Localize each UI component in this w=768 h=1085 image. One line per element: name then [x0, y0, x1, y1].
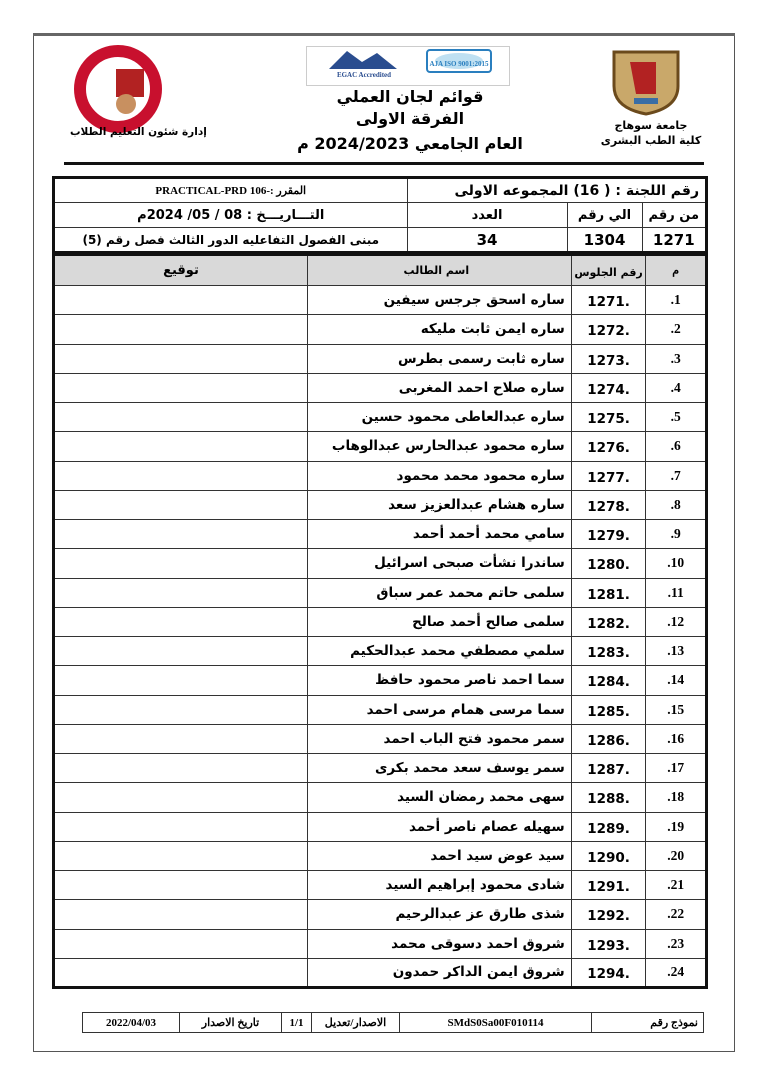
student-name: سمر يوسف سعد محمد بكرى — [307, 754, 571, 783]
table-row — [54, 812, 707, 841]
seat-number: 1287. — [571, 754, 646, 783]
table-row — [54, 607, 707, 636]
student-name: ساره محمود محمد محمود — [307, 461, 571, 490]
table-row — [54, 461, 707, 490]
signature-cell — [54, 724, 308, 753]
signature-cell — [54, 344, 308, 373]
aja-logo-text: AJA ISO 9001:2015 — [429, 60, 489, 68]
table-row — [54, 871, 707, 900]
faculty: كلية الطب البشرى — [600, 134, 702, 147]
student-name: شادى محمود إبراهيم السيد — [307, 871, 571, 900]
col-seat: رقم الجلوس — [571, 255, 646, 286]
seat-number: 1284. — [571, 666, 646, 695]
to-label: الي رقم — [567, 203, 642, 228]
table-row — [54, 373, 707, 402]
signature-cell — [54, 812, 308, 841]
row-number: .12 — [646, 607, 707, 636]
seat-number: 1294. — [571, 958, 646, 987]
seat-number: 1285. — [571, 695, 646, 724]
table-row — [54, 549, 707, 578]
signature-cell — [54, 607, 308, 636]
student-name: ساره عبدالعاطى محمود حسين — [307, 403, 571, 432]
signature-cell — [54, 958, 308, 987]
student-name: سما مرسى همام مرسى احمد — [307, 695, 571, 724]
signature-cell — [54, 549, 308, 578]
student-name: سلمى صالح أحمد صالح — [307, 607, 571, 636]
seat-number: 1279. — [571, 520, 646, 549]
table-row — [54, 520, 707, 549]
signature-cell — [54, 783, 308, 812]
seat-number: 1277. — [571, 461, 646, 490]
count-label: العدد — [407, 203, 567, 228]
row-number: .6 — [646, 432, 707, 461]
signature-cell — [54, 929, 308, 958]
table-row — [54, 958, 707, 987]
table-row — [54, 286, 707, 315]
row-number: .20 — [646, 841, 707, 870]
department: إدارة شئون التعليم الطلاب — [70, 126, 207, 138]
table-row — [54, 900, 707, 929]
level: الفرقة الاولى — [355, 109, 465, 128]
location: مبنى الفصول التفاعليه الدور الثالث فصل رقم (5) — [54, 228, 408, 253]
committee-info-table — [52, 176, 708, 254]
document-title: قوائم لجان العملي — [336, 87, 484, 106]
student-name: ساندرا نشأت صبحى اسرائيل — [307, 549, 571, 578]
issue-date-label: تاريخ الاصدار — [180, 1013, 282, 1033]
exam-date: التـــاريـــخ : 08 / 05/ 2024م — [54, 203, 408, 228]
col-signature: توقيع — [54, 255, 308, 286]
signature-cell — [54, 490, 308, 519]
signature-cell — [54, 432, 308, 461]
university-seal — [606, 46, 686, 116]
seat-number: 1281. — [571, 578, 646, 607]
col-m: م — [646, 255, 707, 286]
table-row — [54, 578, 707, 607]
signature-cell — [54, 403, 308, 432]
student-name: ساره ايمن ثابت مليكه — [307, 315, 571, 344]
table-row — [54, 666, 707, 695]
seat-number: 1275. — [571, 403, 646, 432]
row-number: .23 — [646, 929, 707, 958]
from-label: من رقم — [642, 203, 706, 228]
signature-cell — [54, 461, 308, 490]
student-name: ساره ثابت رسمى بطرس — [307, 344, 571, 373]
table-row — [54, 929, 707, 958]
form-footer — [82, 1012, 704, 1033]
student-name: ساره اسحق جرجس سيفين — [307, 286, 571, 315]
edition-label: الاصدار/تعديل — [312, 1013, 400, 1033]
form-label: نموذج رقم — [592, 1013, 704, 1033]
top-rule — [33, 33, 735, 36]
seat-number: 1272. — [571, 315, 646, 344]
seat-number: 1293. — [571, 929, 646, 958]
signature-cell — [54, 695, 308, 724]
student-name: شروق احمد دسوقى محمد — [307, 929, 571, 958]
row-number: .14 — [646, 666, 707, 695]
row-number: .10 — [646, 549, 707, 578]
student-name: ساره صلاح احمد المغربى — [307, 373, 571, 402]
row-number: .5 — [646, 403, 707, 432]
issue-date-value: 2022/04/03 — [83, 1013, 180, 1033]
from-value: 1271 — [642, 228, 706, 253]
form-code: SMdS0Sa00F010114 — [400, 1013, 592, 1033]
row-number: .3 — [646, 344, 707, 373]
signature-cell — [54, 841, 308, 870]
table-row — [54, 637, 707, 666]
seat-number: 1292. — [571, 900, 646, 929]
seat-number: 1283. — [571, 637, 646, 666]
seat-number: 1278. — [571, 490, 646, 519]
faculty-logo — [70, 44, 170, 134]
row-number: .11 — [646, 578, 707, 607]
row-number: .4 — [646, 373, 707, 402]
table-row — [54, 490, 707, 519]
table-row — [54, 403, 707, 432]
student-name: سمر محمود فتح الباب احمد — [307, 724, 571, 753]
row-number: .21 — [646, 871, 707, 900]
student-name: سلمى حاتم محمد عمر سباق — [307, 578, 571, 607]
edition-value: 1/1 — [282, 1013, 312, 1033]
student-name: سلمي مصطفي محمد عبدالحكيم — [307, 637, 571, 666]
seat-number: 1280. — [571, 549, 646, 578]
row-number: .24 — [646, 958, 707, 987]
student-name: سهيله عصام ناصر أحمد — [307, 812, 571, 841]
student-name: ساره هشام عبدالعزيز سعد — [307, 490, 571, 519]
table-row — [54, 724, 707, 753]
count-value: 34 — [407, 228, 567, 253]
row-number: .13 — [646, 637, 707, 666]
student-name: سما احمد ناصر محمود حافظ — [307, 666, 571, 695]
signature-cell — [54, 637, 308, 666]
signature-cell — [54, 666, 308, 695]
signature-cell — [54, 373, 308, 402]
seat-number: 1271. — [571, 286, 646, 315]
row-number: .19 — [646, 812, 707, 841]
student-name: سهى محمد رمضان السيد — [307, 783, 571, 812]
table-row — [54, 315, 707, 344]
table-row — [54, 754, 707, 783]
signature-cell — [54, 871, 308, 900]
seat-number: 1274. — [571, 373, 646, 402]
university-name — [596, 118, 706, 148]
row-number: .2 — [646, 315, 707, 344]
student-name: ساره محمود عبدالحارس عبدالوهاب — [307, 432, 571, 461]
row-number: .9 — [646, 520, 707, 549]
signature-cell — [54, 578, 308, 607]
table-row — [54, 695, 707, 724]
student-name: سامي محمد أحمد أحمد — [307, 520, 571, 549]
signature-cell — [54, 315, 308, 344]
table-row — [54, 344, 707, 373]
committee-number: رقم اللجنة : ( 16) المجموعه الاولى — [407, 178, 706, 203]
students-table — [52, 253, 708, 989]
signature-cell — [54, 520, 308, 549]
row-number: .22 — [646, 900, 707, 929]
row-number: .8 — [646, 490, 707, 519]
col-name: اسم الطالب — [307, 255, 571, 286]
table-row — [54, 432, 707, 461]
student-name: شذى طارق عز عبدالرحيم — [307, 900, 571, 929]
student-name: سيد عوض سيد احمد — [307, 841, 571, 870]
row-number: .7 — [646, 461, 707, 490]
row-number: .17 — [646, 754, 707, 783]
table-row — [54, 783, 707, 812]
seat-number: 1286. — [571, 724, 646, 753]
student-name: شروق ايمن الداكر حمدون — [307, 958, 571, 987]
signature-cell — [54, 900, 308, 929]
seat-number: 1290. — [571, 841, 646, 870]
row-number: .1 — [646, 286, 707, 315]
course: المقرر :-106 PRACTICAL-PRD — [54, 178, 408, 203]
signature-cell — [54, 754, 308, 783]
row-number: .15 — [646, 695, 707, 724]
seat-number: 1288. — [571, 783, 646, 812]
row-number: .16 — [646, 724, 707, 753]
seat-number: 1282. — [571, 607, 646, 636]
seat-number: 1273. — [571, 344, 646, 373]
seat-number: 1291. — [571, 871, 646, 900]
seat-number: 1289. — [571, 812, 646, 841]
to-value: 1304 — [567, 228, 642, 253]
egac-logo-text: EGAC Accredited — [336, 71, 392, 79]
row-number: .18 — [646, 783, 707, 812]
certification-logos — [306, 46, 510, 86]
university: جامعة سوهاج — [614, 119, 688, 132]
academic-year: العام الجامعي 2024/2023 م — [297, 134, 523, 153]
header-divider — [64, 162, 704, 165]
signature-cell — [54, 286, 308, 315]
table-row — [54, 841, 707, 870]
seat-number: 1276. — [571, 432, 646, 461]
